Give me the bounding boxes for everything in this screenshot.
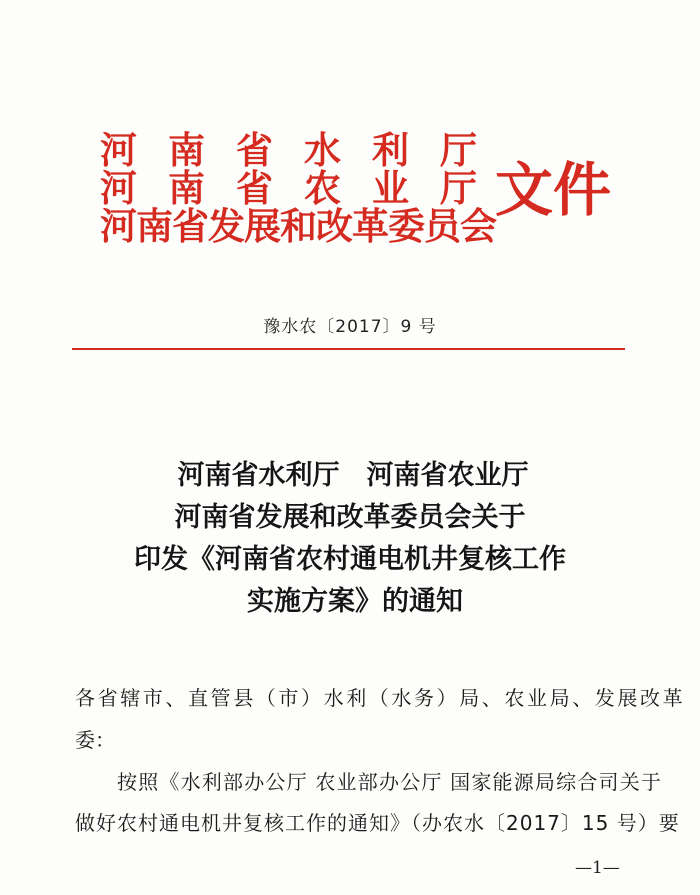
title-line-2: 河南省发展和改革委员会关于 (174, 502, 526, 533)
addressee-line-1: 各省辖市、直管县（市）水利（水务）局、农业局、发展改革 (75, 686, 686, 710)
page-number: —1— (575, 858, 620, 878)
body-paragraph-line-1: 按照《水利部办公厅 农业部办公厅 国家能源局综合司关于 (117, 770, 663, 794)
issuing-organizations-header (100, 130, 660, 260)
title-line-1: 河南省水利厅 河南省农业厅 (177, 460, 529, 491)
title-line-3: 印发《河南省农村通电机井复核工作 (134, 544, 566, 575)
body-paragraph-line-2: 做好农村通电机井复核工作的通知》（办农水〔2017〕15 号）要 (75, 811, 680, 835)
header-red-rule (72, 348, 625, 350)
org-name-agriculture: 河南省农业厅 (100, 166, 508, 210)
addressee-line-2: 委： (75, 728, 115, 752)
document-label: 文件 (495, 156, 612, 224)
org-name-water-resources: 河南省水利厅 (100, 128, 508, 172)
org-name-development-reform: 河南省发展和改革委员会 (100, 204, 496, 248)
title-line-4: 实施方案》的通知 (247, 586, 463, 617)
document-title (0, 455, 700, 623)
document-number: 豫水农〔2017〕9 号 (263, 317, 437, 337)
